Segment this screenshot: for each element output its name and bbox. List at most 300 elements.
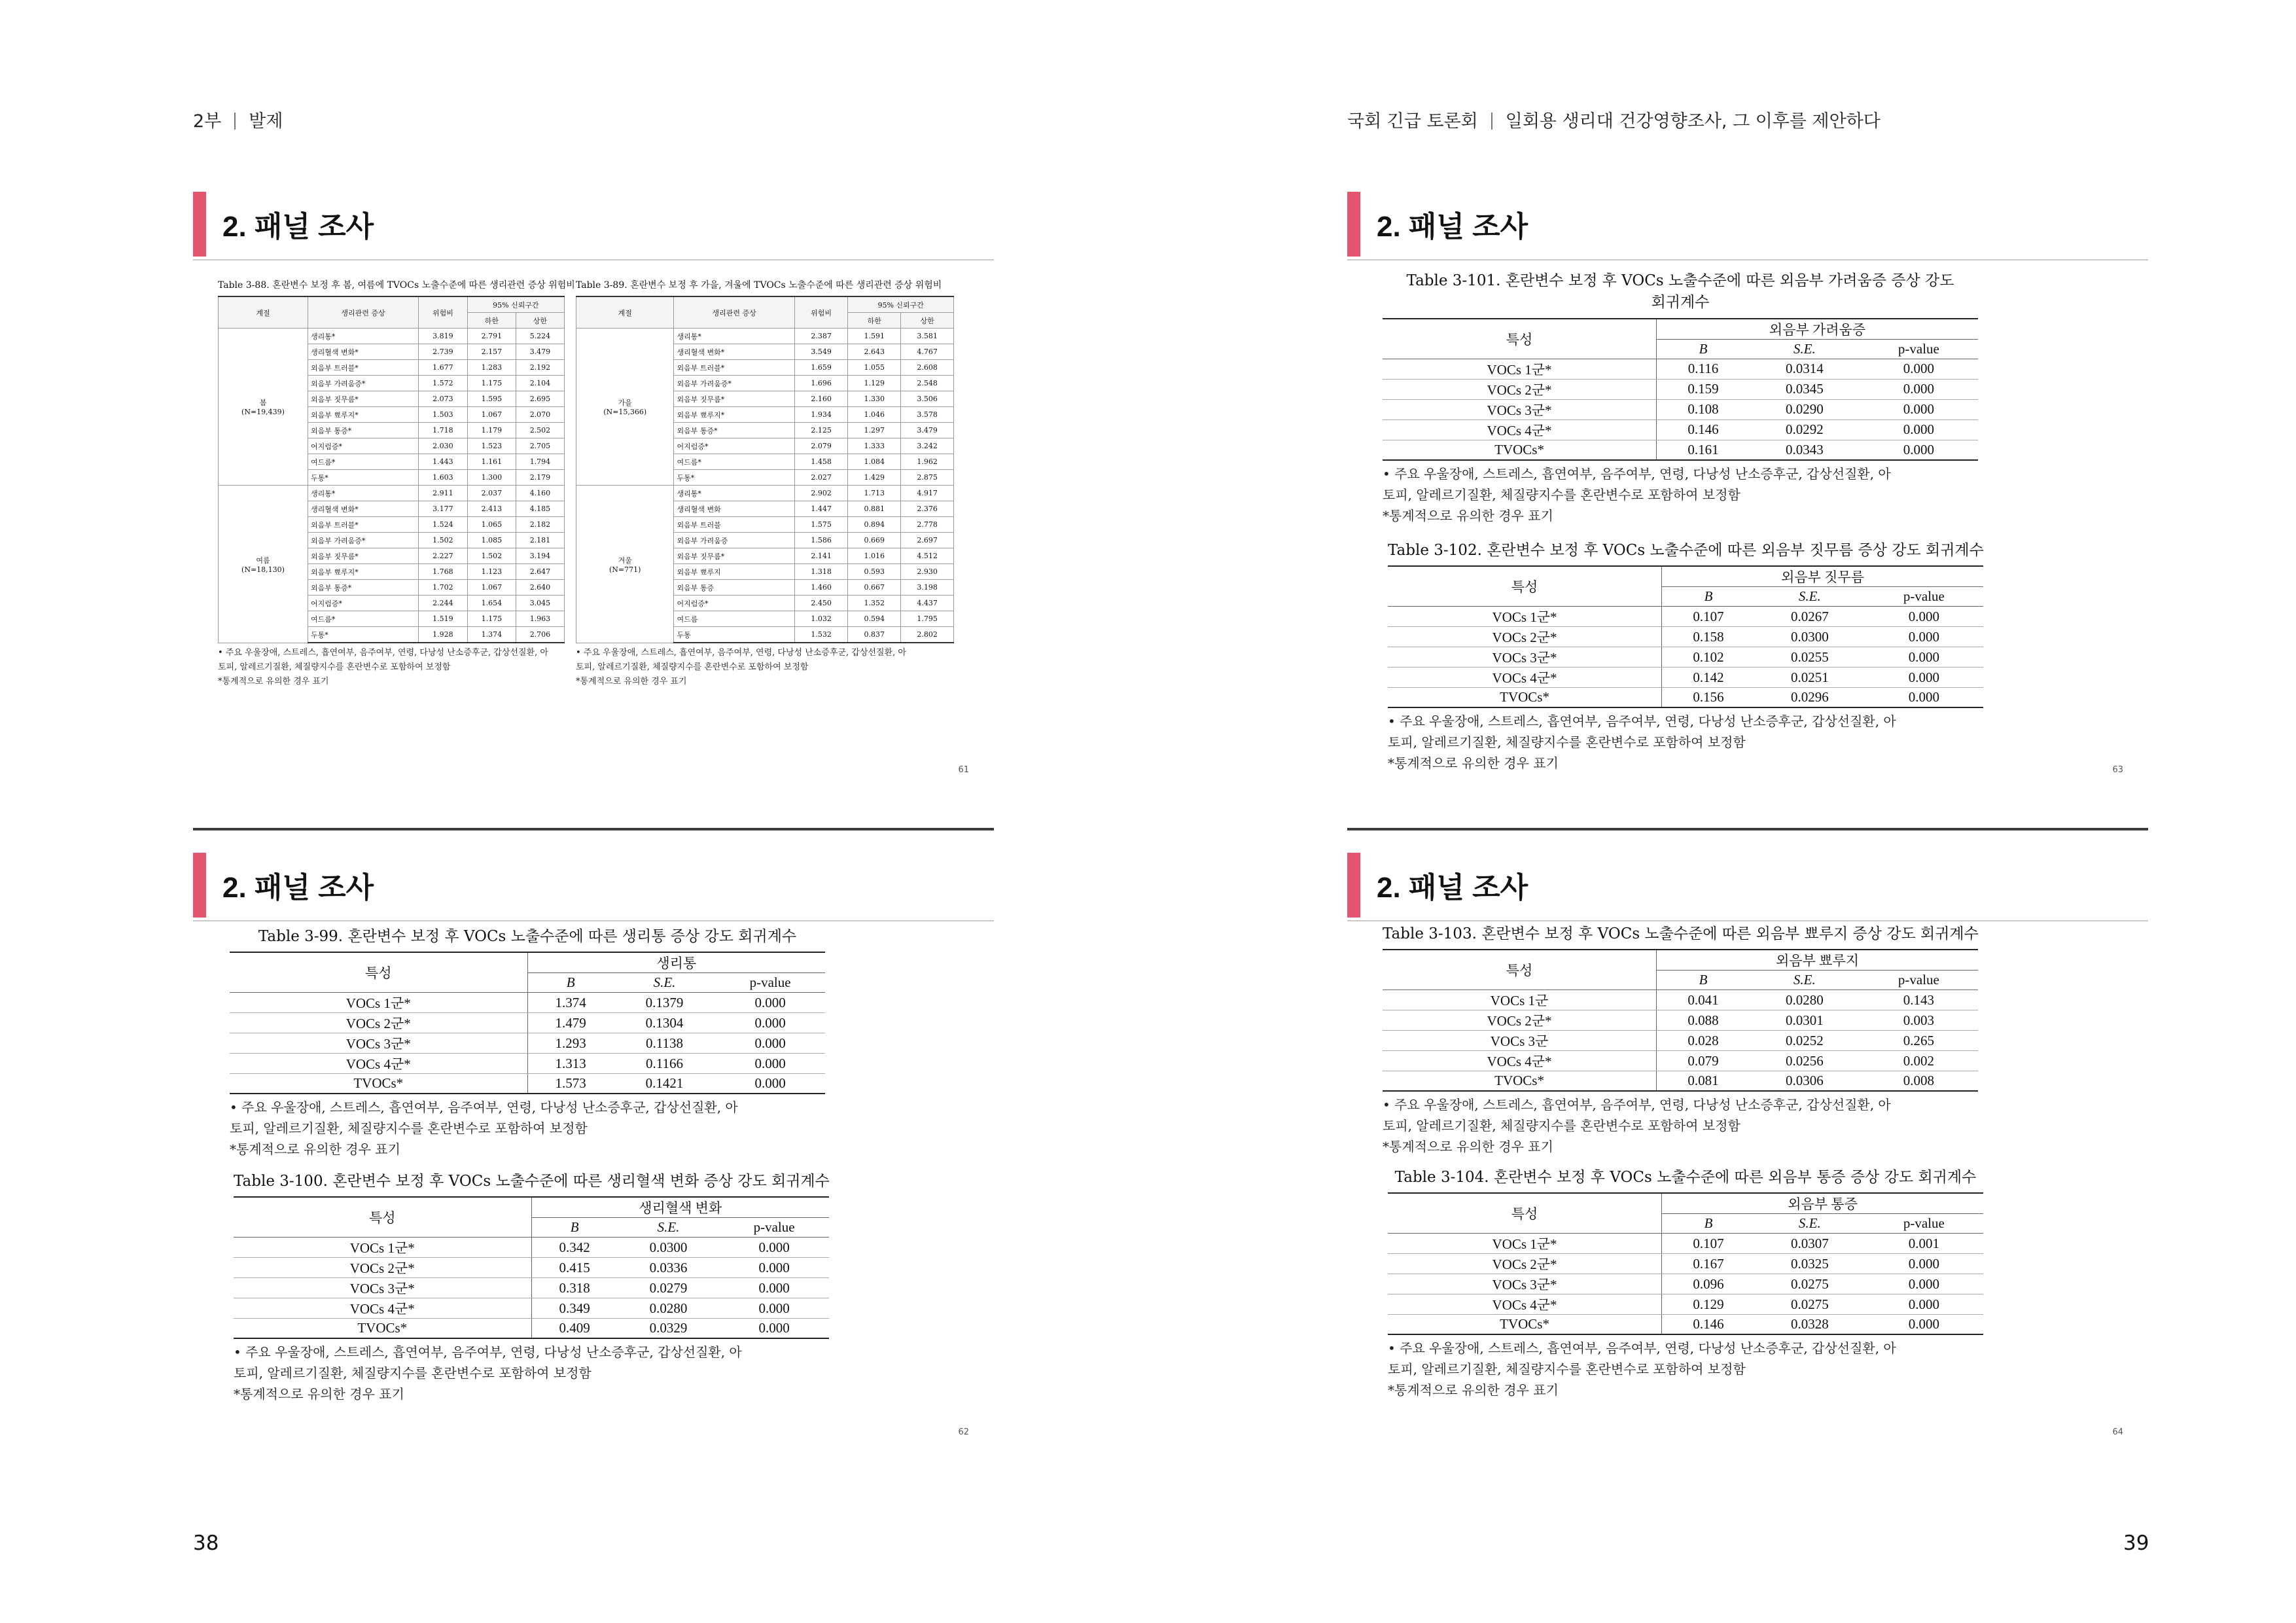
b-value: 0.041 [1657,990,1750,1010]
ci-high-cell: 2.104 [516,376,564,391]
col-symptom: 생리관련 증상 [308,296,419,329]
symptom-cell: 외음부 통증* [674,423,794,438]
slide-64 [1347,828,2148,1446]
p-value: 0.008 [1860,1071,1978,1092]
se-value: 0.1166 [614,1054,715,1074]
ci-high-cell: 2.875 [901,470,954,486]
ci-low-cell: 0.594 [848,611,901,627]
col-low: 하한 [467,313,516,329]
symptom-cell: 여드름* [308,454,419,470]
ci-low-cell: 1.523 [467,438,516,454]
ci-high-cell: 2.697 [901,533,954,548]
p-value: 0.000 [1860,359,1978,379]
row-label: VOCs 2군* [1383,379,1657,399]
ci-low-cell: 1.016 [848,548,901,564]
slide-63 [1347,192,2148,784]
se-value: 0.0280 [1750,990,1860,1010]
odds-cell: 2.141 [794,548,848,564]
odds-cell: 2.902 [794,486,848,501]
event-title: 일회용 생리대 건강영향조사, 그 이후를 제안하다 [1505,111,1881,132]
ci-low-cell: 1.123 [467,564,516,580]
odds-cell: 1.702 [419,580,468,596]
symptom-cell: 외음부 트러블 [674,517,794,533]
ci-low-cell: 1.300 [467,470,516,486]
table-3-88 [218,279,575,690]
b-value: 1.573 [527,1074,614,1094]
odds-cell: 2.387 [794,329,848,344]
table-row [1388,607,1983,627]
row-label: TVOCs* [1388,688,1662,708]
col-label: 특성 [1388,566,1662,607]
odds-cell: 1.458 [794,454,848,470]
b-value: 0.156 [1662,688,1755,708]
row-label: VOCs 1군 [1383,990,1657,1010]
symptom-cell: 생리통* [674,329,794,344]
ci-low-cell: 1.654 [467,596,516,611]
b-value: 0.158 [1662,627,1755,647]
col-p: p-value [1865,1214,1983,1234]
odds-cell: 1.032 [794,611,848,627]
ci-low-cell: 1.374 [467,627,516,643]
table-row [576,329,954,344]
col-group: 외음부 뾰루지 [1657,950,1978,971]
season-cell: 겨울 (N=771) [576,486,674,643]
se-value: 0.1421 [614,1074,715,1094]
symptom-cell: 외음부 통증* [308,423,419,438]
p-value: 0.000 [715,1013,825,1033]
p-value: 0.001 [1865,1234,1983,1254]
se-value: 0.0290 [1750,399,1860,419]
col-b: B [1657,971,1750,990]
p-value: 0.000 [1860,419,1978,440]
table-notes [1388,711,1983,774]
table-caption: Table 3-102. 혼란변수 보정 후 VOCs 노출수준에 따른 외음부 짓무름 증상 강도 회귀계수 [1388,542,1984,559]
ci-low-cell: 1.046 [848,407,901,423]
ci-low-cell: 1.161 [467,454,516,470]
symptom-cell: 생리혈색 변화 [674,501,794,517]
row-label: VOCs 4군* [1388,668,1662,688]
se-value: 0.0292 [1750,419,1860,440]
p-value: 0.000 [1865,1254,1983,1274]
ci-low-cell: 1.595 [467,391,516,407]
ci-low-cell: 1.502 [467,548,516,564]
p-value: 0.000 [1865,607,1983,627]
ci-low-cell: 0.837 [848,627,901,643]
odds-cell: 3.549 [794,344,848,360]
se-value: 0.0300 [618,1238,719,1258]
row-label: VOCs 2군* [234,1258,531,1278]
table-row [234,1258,829,1278]
symptom-cell: 여드름* [308,611,419,627]
running-header-left [193,107,283,132]
col-label: 특성 [230,952,527,993]
table-notes [234,1342,829,1404]
header-separator [1491,113,1492,130]
se-value: 0.0275 [1755,1294,1865,1315]
row-label: VOCs 4군* [1388,1294,1662,1315]
table-3-104 [1388,1167,1983,1400]
table-row [1383,440,1978,460]
b-value: 0.079 [1657,1051,1750,1071]
col-b: B [1662,1214,1755,1234]
table-row [1383,359,1978,379]
col-b: B [531,1218,618,1238]
ci-high-cell: 2.548 [901,376,954,391]
b-value: 1.374 [527,993,614,1013]
ci-low-cell: 2.037 [467,486,516,501]
b-value: 1.479 [527,1013,614,1033]
ci-low-cell: 1.055 [848,360,901,376]
table-row [1388,1315,1983,1335]
ci-low-cell: 1.085 [467,533,516,548]
table-row [1383,1051,1978,1071]
note-line: *통계적으로 유의한 경우 표기 [1388,755,1559,772]
b-value: 0.409 [531,1319,618,1339]
regression-body [234,1238,829,1339]
odds-cell: 3.177 [419,501,468,517]
odds-cell: 1.318 [794,564,848,580]
ci-high-cell: 2.070 [516,407,564,423]
odds-cell: 2.125 [794,423,848,438]
regression-body [1383,990,1978,1092]
se-value: 0.0255 [1755,647,1865,668]
se-value: 0.0267 [1755,607,1865,627]
ci-low-cell: 1.713 [848,486,901,501]
ci-high-cell: 4.185 [516,501,564,517]
b-value: 0.129 [1662,1294,1755,1315]
symptom-cell: 외음부 짓무름* [308,548,419,564]
table-row [234,1298,829,1319]
ci-low-cell: 0.669 [848,533,901,548]
p-value: 0.000 [1865,1274,1983,1294]
regression-table [1383,318,1978,461]
se-value: 0.0345 [1750,379,1860,399]
odds-cell: 2.739 [419,344,468,360]
b-value: 0.108 [1657,399,1750,419]
se-value: 0.0301 [1750,1010,1860,1031]
regression-table [234,1196,829,1339]
odds-ratio-table [218,296,565,643]
symptom-cell: 외음부 뾰루지* [674,407,794,423]
slide-top-border [1347,828,2148,830]
p-value: 0.000 [1865,627,1983,647]
p-value: 0.000 [1865,1294,1983,1315]
note-line: • 주요 우울장애, 스트레스, 흡연여부, 음주여부, 연령, 다낭성 난소증후군, 갑상선질환, 아 [1383,465,1891,482]
col-se: S.E. [1750,339,1860,359]
col-season: 계절 [219,296,308,329]
table-row [230,993,825,1013]
p-value: 0.000 [719,1238,829,1258]
slide-title-text: 2. 패널 조사 [1377,872,1528,904]
ci-high-cell: 3.581 [901,329,954,344]
col-b: B [1662,587,1755,607]
ci-low-cell: 1.333 [848,438,901,454]
p-value: 0.000 [715,1054,825,1074]
symptom-cell: 어지럼증* [308,438,419,454]
table-caption: Table 3-100. 혼란변수 보정 후 VOCs 노출수준에 따른 생리혈색 변화 증상 강도 회귀계수 [234,1173,830,1190]
note-line: • 주요 우울장애, 스트레스, 흡연여부, 음주여부, 연령, 다낭성 난소증후군, 갑상선질환, 아 [1388,1340,1896,1357]
p-value: 0.000 [1865,668,1983,688]
table-caption: Table 3-99. 혼란변수 보정 후 VOCs 노출수준에 따른 생리통 증상 강도 회귀계수 [258,928,797,945]
row-label: VOCs 2군* [1383,1010,1657,1031]
page-number-left: 38 [193,1531,219,1555]
ci-high-cell: 4.437 [901,596,954,611]
symptom-cell: 두통* [308,627,419,643]
table-row [1383,379,1978,399]
row-label: VOCs 4군* [1383,1051,1657,1071]
ci-low-cell: 2.791 [467,329,516,344]
row-label: VOCs 1군* [234,1238,531,1258]
slide-title [1347,853,2148,918]
note-line: • 주요 우울장애, 스트레스, 흡연여부, 음주여부, 연령, 다낭성 난소증후군, 갑상선질환, 아 [218,648,548,658]
table-caption: Table 3-104. 혼란변수 보정 후 VOCs 노출수준에 따른 외음부 통증 증상 강도 회귀계수 [1394,1169,1977,1186]
odds-cell: 1.603 [419,470,468,486]
se-value: 0.0307 [1755,1234,1865,1254]
symptom-cell: 외음부 가려움증* [308,376,419,391]
b-value: 0.161 [1657,440,1750,460]
odds-cell: 1.443 [419,454,468,470]
col-low: 하한 [848,313,901,329]
symptom-cell: 여드름 [674,611,794,627]
row-label: VOCs 3군* [1388,1274,1662,1294]
symptom-cell: 외음부 짓무름* [674,391,794,407]
row-label: VOCs 2군* [1388,627,1662,647]
se-value: 0.0329 [618,1319,719,1339]
p-value: 0.000 [719,1278,829,1298]
odds-ratio-table [576,296,954,643]
title-accent-bar [1347,192,1360,257]
se-value: 0.0325 [1755,1254,1865,1274]
table-row [1383,1031,1978,1051]
symptom-cell: 외음부 가려움증* [308,533,419,548]
ci-high-cell: 2.179 [516,470,564,486]
ci-low-cell: 2.413 [467,501,516,517]
symptom-cell: 어지럼증* [674,438,794,454]
odds-cell: 1.928 [419,627,468,643]
b-value: 1.313 [527,1054,614,1074]
se-value: 0.0314 [1750,359,1860,379]
table-notes [1383,1094,1978,1157]
se-value: 0.1379 [614,993,715,1013]
note-line: 토피, 알레르기질환, 체질량지수를 혼란변수로 포함하여 보정함 [1383,486,1740,503]
b-value: 0.415 [531,1258,618,1278]
ci-high-cell: 2.502 [516,423,564,438]
col-p: p-value [715,973,825,993]
table-notes [1388,1338,1983,1400]
ci-high-cell: 3.479 [901,423,954,438]
b-value: 0.107 [1662,1234,1755,1254]
odds-cell: 1.502 [419,533,468,548]
slide-title [193,192,994,257]
table-caption: Table 3-88. 혼란변수 보정 후 봄, 여름에 TVOCs 노출수준에 따른 생리관련 증상 위험비 [218,280,575,291]
ci-high-cell: 1.795 [901,611,954,627]
ci-high-cell: 2.181 [516,533,564,548]
slide-number: 63 [2112,765,2123,775]
title-accent-bar [193,853,206,918]
b-value: 0.318 [531,1278,618,1298]
symptom-cell: 생리혈색 변화* [674,344,794,360]
regression-body [1388,1234,1983,1335]
b-value: 0.342 [531,1238,618,1258]
regression-table [1388,1192,1983,1335]
col-p: p-value [719,1218,829,1238]
note-line: *통계적으로 유의한 경우 표기 [1388,1382,1559,1399]
table-row [234,1278,829,1298]
table-notes [218,646,565,689]
row-label: VOCs 1군* [1388,1234,1662,1254]
row-label: VOCs 4군* [234,1298,531,1319]
p-value: 0.000 [1860,440,1978,460]
p-value: 0.000 [1860,399,1978,419]
b-value: 1.293 [527,1033,614,1054]
col-label: 특성 [234,1197,531,1238]
table-row [230,1074,825,1094]
table-row [234,1238,829,1258]
b-value: 0.081 [1657,1071,1750,1092]
ci-high-cell: 2.192 [516,360,564,376]
col-group: 생리통 [527,952,825,973]
col-p: p-value [1860,971,1978,990]
odds-cell: 1.575 [794,517,848,533]
table-3-102 [1388,540,1983,774]
ci-high-cell: 2.608 [901,360,954,376]
table-notes [230,1097,825,1160]
ci-low-cell: 1.129 [848,376,901,391]
odds-cell: 1.519 [419,611,468,627]
b-value: 0.146 [1657,419,1750,440]
col-ci: 95% 신뢰구간 [467,296,564,313]
regression-table [1383,949,1978,1092]
se-value: 0.0336 [618,1258,719,1278]
b-value: 0.349 [531,1298,618,1319]
col-label: 특성 [1388,1193,1662,1234]
note-line: *통계적으로 유의한 경우 표기 [1383,507,1553,524]
p-value: 0.000 [1865,647,1983,668]
row-label: VOCs 4군* [1383,419,1657,440]
p-value: 0.002 [1860,1051,1978,1071]
ci-high-cell: 3.479 [516,344,564,360]
table-row [1383,1071,1978,1092]
ci-low-cell: 0.894 [848,517,901,533]
ci-low-cell: 1.330 [848,391,901,407]
b-value: 0.088 [1657,1010,1750,1031]
symptom-cell: 생리통* [308,486,419,501]
ci-high-cell: 2.930 [901,564,954,580]
note-line: • 주요 우울장애, 스트레스, 흡연여부, 음주여부, 연령, 다낭성 난소증후군, 갑상선질환, 아 [576,648,906,658]
title-rule [193,259,994,260]
table-row [576,486,954,501]
ci-high-cell: 2.706 [516,627,564,643]
odds-cell: 3.819 [419,329,468,344]
ci-low-cell: 1.352 [848,596,901,611]
col-high: 상한 [901,313,954,329]
symptom-cell: 외음부 트러블* [308,360,419,376]
table-row [219,486,565,501]
symptom-cell: 외음부 뾰루지 [674,564,794,580]
table-notes [576,646,954,689]
symptom-cell: 외음부 가려움증* [674,376,794,391]
title-accent-bar [193,192,206,257]
row-label: TVOCs* [234,1319,531,1339]
b-value: 0.028 [1657,1031,1750,1051]
odds-cell: 1.447 [794,501,848,517]
odds-table-body [219,329,565,643]
symptom-cell: 생리혈색 변화* [308,501,419,517]
ci-low-cell: 1.084 [848,454,901,470]
se-value: 0.1138 [614,1033,715,1054]
ci-high-cell: 2.778 [901,517,954,533]
note-line: • 주요 우울장애, 스트레스, 흡연여부, 음주여부, 연령, 다낭성 난소증후군, 갑상선질환, 아 [230,1099,738,1116]
odds-cell: 1.532 [794,627,848,643]
odds-cell: 2.227 [419,548,468,564]
ci-high-cell: 2.705 [516,438,564,454]
col-odds: 위험비 [794,296,848,329]
regression-body [230,993,825,1094]
row-label: VOCs 2군* [1388,1254,1662,1274]
odds-cell: 1.524 [419,517,468,533]
symptom-cell: 두통* [674,470,794,486]
p-value: 0.003 [1860,1010,1978,1031]
ci-high-cell: 2.640 [516,580,564,596]
note-line: *통계적으로 유의한 경우 표기 [576,677,687,687]
ci-high-cell: 4.160 [516,486,564,501]
ci-high-cell: 4.512 [901,548,954,564]
ci-low-cell: 0.881 [848,501,901,517]
table-row [1388,668,1983,688]
header-separator [234,113,236,130]
note-line: *통계적으로 유의한 경우 표기 [234,1386,404,1402]
col-label: 특성 [1383,950,1657,990]
se-value: 0.0252 [1750,1031,1860,1051]
ci-low-cell: 2.643 [848,344,901,360]
note-line: *통계적으로 유의한 경우 표기 [1383,1139,1553,1155]
table-row [1383,1010,1978,1031]
note-line: • 주요 우울장애, 스트레스, 흡연여부, 음주여부, 연령, 다낭성 난소증후군, 갑상선질환, 아 [1388,713,1896,730]
row-label: VOCs 2군* [230,1013,527,1033]
odds-cell: 1.659 [794,360,848,376]
symptom-cell: 외음부 뾰루지* [308,407,419,423]
ci-high-cell: 2.647 [516,564,564,580]
row-label: TVOCs* [1383,1071,1657,1092]
title-rule [1347,920,2148,921]
odds-cell: 1.768 [419,564,468,580]
symptom-cell: 두통 [674,627,794,643]
se-value: 0.0275 [1755,1274,1865,1294]
ci-high-cell: 1.794 [516,454,564,470]
b-value: 0.116 [1657,359,1750,379]
note-line: • 주요 우울장애, 스트레스, 흡연여부, 음주여부, 연령, 다낭성 난소증후군, 갑상선질환, 아 [234,1344,742,1361]
table-3-100 [234,1171,829,1404]
note-line: 토피, 알레르기질환, 체질량지수를 혼란변수로 포함하여 보정함 [1388,734,1746,751]
season-cell: 여름 (N=18,130) [219,486,308,643]
ci-low-cell: 1.283 [467,360,516,376]
slide-title [193,853,994,918]
slide-title-text: 2. 패널 조사 [1377,211,1528,243]
se-value: 0.0279 [618,1278,719,1298]
p-value: 0.000 [1865,688,1983,708]
symptom-cell: 어지럼증* [308,596,419,611]
odds-cell: 2.450 [794,596,848,611]
season-cell: 봄 (N=19,439) [219,329,308,486]
row-label: VOCs 3군* [1383,399,1657,419]
ci-high-cell: 2.802 [901,627,954,643]
symptom-cell: 외음부 가려움증 [674,533,794,548]
row-label: VOCs 3군* [230,1033,527,1054]
table-caption: Table 3-89. 혼란변수 보정 후 가을, 겨울에 TVOCs 노출수준에 따른 생리관련 증상 위험비 [576,280,942,291]
table-3-101 [1383,270,1978,526]
odds-cell: 1.503 [419,407,468,423]
ci-low-cell: 1.175 [467,376,516,391]
